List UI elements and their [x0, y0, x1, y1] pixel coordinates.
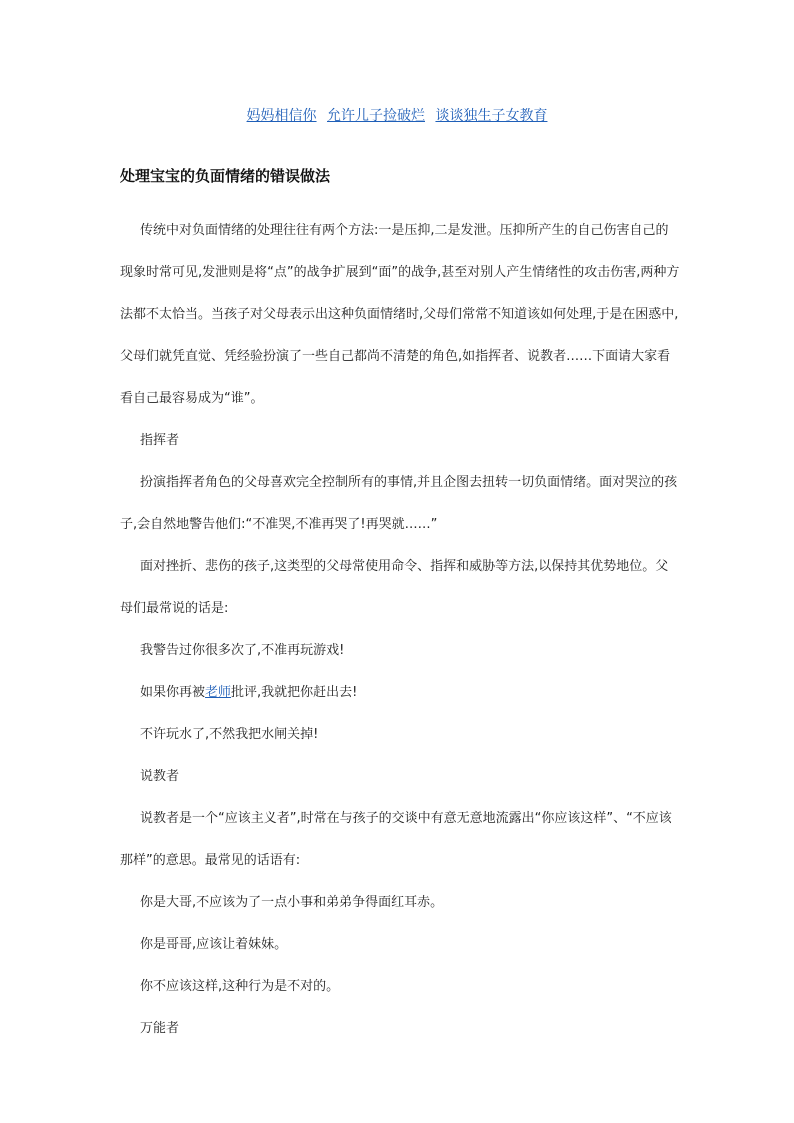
section-heading-preacher: 说教者 [140, 769, 180, 784]
commander-quote-2 [120, 672, 680, 714]
commander-paragraph-1: 扮演指挥者角色的父母喜欢完全控制所有的事情,并且企图去扭转一切负面情绪。面对哭泣的孩子,会自然地警告他们:“不准哭,不准再哭了!再哭就……” [120, 475, 678, 532]
quote-text-after: 批评,我就把你赶出去! [231, 685, 358, 700]
preacher-quote-1: 你是大哥,不应该为了一点小事和弟弟争得面红耳赤。 [140, 895, 444, 910]
teacher-link[interactable]: 老师 [205, 685, 232, 700]
preacher-quote-2: 你是哥哥,应该让着妹妹。 [140, 937, 288, 952]
link-mom-trusts-you[interactable]: 妈妈相信你 [246, 108, 317, 124]
preacher-quote-3: 你不应该这样,这种行为是不对的。 [140, 979, 340, 994]
commander-quote-3: 不许玩水了,不然我把水闸关掉! [140, 727, 319, 742]
commander-paragraph-2: 面对挫折、悲伤的孩子,这类型的父母常使用命令、指挥和威胁等方法,以保持其优势地位。父母们最常说的话是: [120, 559, 669, 616]
link-allow-son-collect-scrap[interactable]: 允许儿子捡破烂 [327, 108, 425, 124]
intro-paragraph: 传统中对负面情绪的处理往往有两个方法:一是压抑,二是发泄。压抑所产生的自己伤害自己的现象时常可见,发泄则是将“点”的战争扩展到“面”的战争,甚至对别人产生情绪性的攻击伤害,两种方法都不太恰当。当孩子对父母表示出这种负面情绪时,父母们常常不知道该如何处理,于是在困惑中,父母们就凭直觉、凭经验扮演了一些自己都尚不清楚的角色,如指挥者、说教者……下面请大家看看自己最容易成为“谁”。 [120, 223, 680, 406]
article-body [120, 210, 680, 1050]
section-heading-omnipotent: 万能者 [140, 1021, 180, 1036]
section-heading-commander: 指挥者 [140, 433, 180, 448]
link-only-child-education[interactable]: 谈谈独生子女教育 [435, 108, 548, 124]
commander-quote-1: 我警告过你很多次了,不准再玩游戏! [140, 643, 345, 658]
article-title: 处理宝宝的负面情绪的错误做法 [120, 167, 331, 185]
related-links [0, 106, 794, 126]
quote-text-before: 如果你再被 [140, 685, 206, 700]
preacher-paragraph: 说教者是一个“应该主义者”,时常在与孩子的交谈中有意无意地流露出“你应该这样”、“不应该那样”的意思。最常见的话语有: [120, 811, 672, 868]
